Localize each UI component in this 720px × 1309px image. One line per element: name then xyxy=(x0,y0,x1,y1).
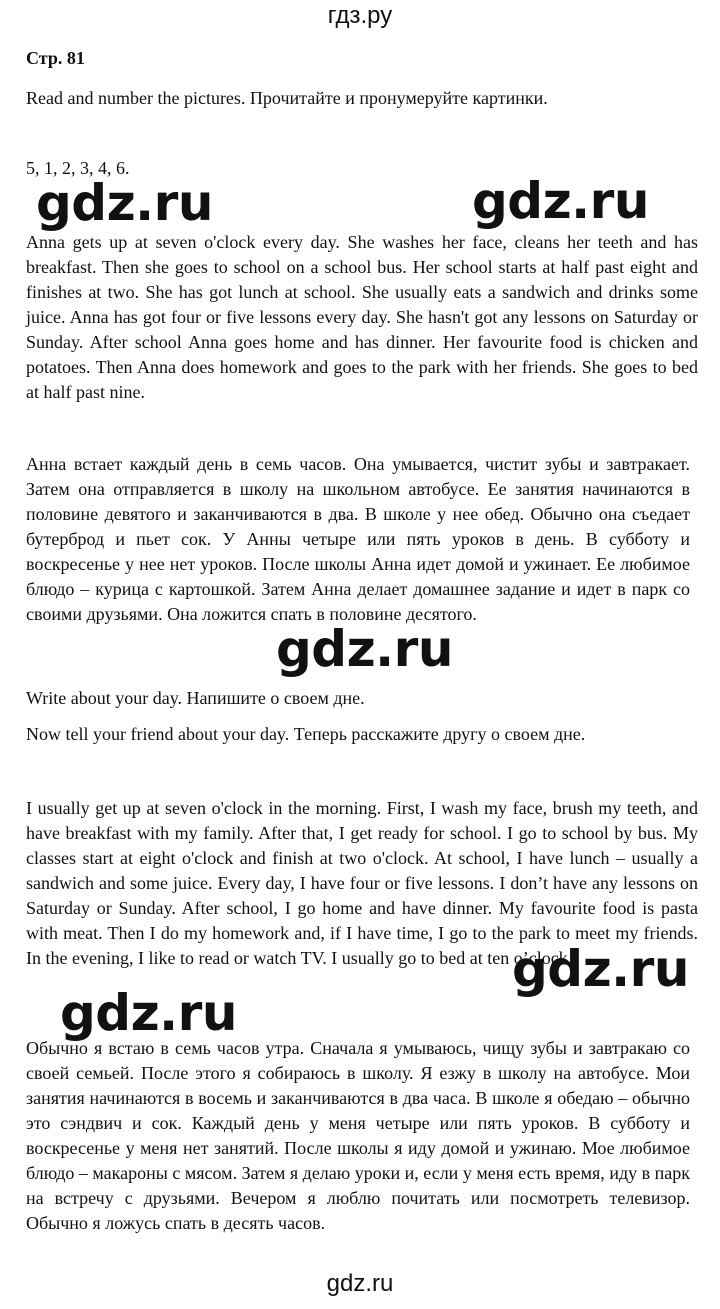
task3-instruction: Now tell your friend about your day. Теперь расскажите другу о своем дне. xyxy=(26,724,586,744)
page-heading: Стр. 81 xyxy=(26,48,85,68)
answer-english: I usually get up at seven o'clock in the morning. First, I wash my face, brush my teeth, and have breakfast with my family. After that, I get ready for school. I go to school by bus. My classes start at eight o'clock and finish at two o'clock. At school, I have lunch – usually a sandwich and some juice. Every day, I have four or five lessons. I don’t have any lessons on Saturday or Sunday. After school, I go home and have dinner. My favourite food is pasta with meat. Then I do my homework and, if I have time, I go to the park to meet my friends. In the evening, I like to read or watch TV. I usually go to bed at ten o’clock. xyxy=(26,798,698,968)
watermark-middle: gdz.ru xyxy=(276,620,453,678)
task1-answer: 5, 1, 2, 3, 4, 6. xyxy=(26,158,130,178)
watermark-lower-right: gdz.ru xyxy=(512,940,689,998)
watermark-lower-left: gdz.ru xyxy=(60,984,237,1042)
watermark-top-right: gdz.ru xyxy=(472,172,649,230)
task2-instruction: Write about your day. Напишите о своем дне. xyxy=(26,688,365,708)
task1-instruction: Read and number the pictures. Прочитайте и пронумеруйте картинки. xyxy=(26,88,548,108)
text-english: Anna gets up at seven o'clock every day. She washes her face, cleans her teeth and has breakfast. Then she goes to school on a school bus. Her school starts at half past eight and finishes at two. She has got lunch at school. She usually eats a sandwich and drinks some juice. Anna has got four or five lessons every day. She hasn't got any lessons on Saturday or Sunday. After school Anna goes home and has dinner. Her favourite food is chicken and potatoes. Then Anna does homework and goes to the park with her friends. She goes to bed at half past nine. xyxy=(26,232,698,402)
text-russian: Анна встает каждый день в семь часов. Она умывается, чистит зубы и завтракает. Затем она отправляется в школу на школьном автобусе. Ее занятия начинаются в половине девятого и заканчиваются в два. В школе у нее обед. Обычно она съедает бутерброд и пьет сок. У Анны четыре или пять уроков в день. В субботу и воскресенье у нее нет уроков. После школы Анна идет домой и ужинает. Ее любимое блюдо – курица с картошкой. Затем Анна делает домашнее задание и идет в парк со своими друзьями. Она ложится спать в половине десятого. xyxy=(26,454,690,624)
answer-russian: Обычно я встаю в семь часов утра. Сначала я умываюсь, чищу зубы и завтракаю со своей семьей. После этого я собираюсь в школу. Я езжу в школу на автобусе. Мои занятия начинаются в восемь и заканчиваются в два часа. В школе я обедаю – обычно это сэндвич и сок. Каждый день у меня четыре или пять уроков. В субботу и воскресенье у меня нет занятий. После школы я иду домой и ужинаю. Мое любимое блюдо – макароны с мясом. Затем я делаю уроки и, если у меня есть время, иду в парк на встречу с друзьями. Вечером я люблю почитать или посмотреть телевизор. Обычно я ложусь спать в десять часов. xyxy=(26,1038,690,1233)
site-footer: gdz.ru xyxy=(326,1270,394,1297)
site-header: гдз.ру xyxy=(327,2,393,29)
watermark-top-left: gdz.ru xyxy=(36,174,213,232)
